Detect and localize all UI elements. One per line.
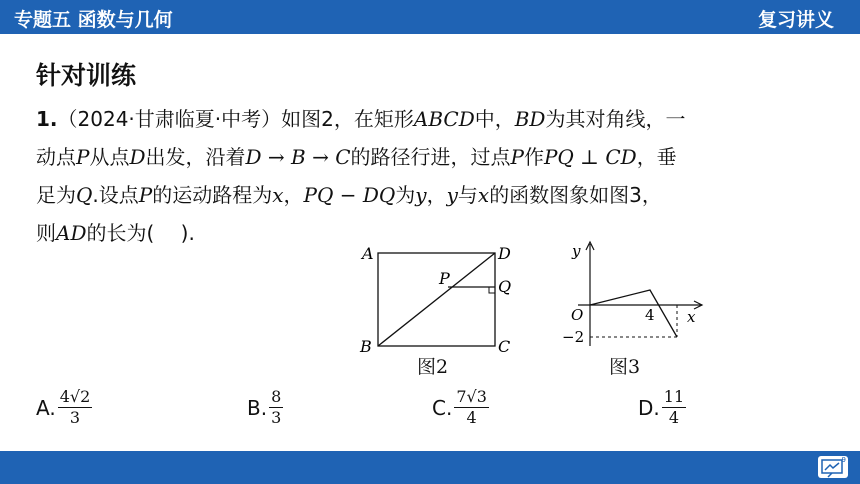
text-fragment: 的运动路程为 bbox=[152, 183, 273, 207]
page-indicator[interactable] bbox=[818, 456, 848, 478]
section-title: 针对训练 bbox=[36, 61, 137, 90]
header-title: 专题五 函数与几何 bbox=[14, 9, 173, 31]
header-bar bbox=[0, 0, 860, 34]
question-number: 1. bbox=[36, 107, 58, 131]
option-fraction bbox=[662, 387, 686, 428]
denominator: 3 bbox=[271, 408, 282, 427]
math-p: P bbox=[510, 145, 524, 169]
math-ad: AD bbox=[56, 221, 87, 245]
denominator: 4 bbox=[668, 408, 680, 427]
text-fragment: 的函数图象如图3， bbox=[489, 183, 662, 207]
math-y: y bbox=[446, 183, 458, 207]
option-b[interactable] bbox=[247, 387, 283, 428]
denominator: 3 bbox=[69, 408, 81, 427]
label-c: C bbox=[498, 337, 511, 355]
math-y: y bbox=[415, 183, 427, 207]
figure-2-caption: 图2 bbox=[417, 356, 449, 378]
text-fragment: 足为 bbox=[36, 183, 76, 207]
label-x: x bbox=[687, 308, 696, 326]
text-fragment: 为其对角线，一 bbox=[545, 107, 686, 131]
denominator: 4 bbox=[466, 408, 477, 427]
math-bd: BD bbox=[514, 107, 546, 131]
text-fragment: 如图2，在矩形 bbox=[281, 107, 414, 131]
math-x: x bbox=[477, 183, 490, 207]
question-text bbox=[36, 100, 836, 252]
text-fragment: 则 bbox=[36, 221, 56, 245]
label-b: B bbox=[360, 337, 372, 355]
math-d: D bbox=[129, 145, 146, 169]
page-number: 9 bbox=[841, 456, 846, 464]
option-fraction bbox=[454, 387, 489, 428]
label-q: Q bbox=[498, 277, 512, 296]
option-fraction bbox=[269, 387, 283, 428]
text-fragment: 出发，沿着 bbox=[145, 145, 246, 169]
option-letter: A. bbox=[36, 395, 56, 420]
math-expr: PQ − DQ bbox=[303, 183, 396, 207]
option-a[interactable] bbox=[36, 387, 92, 428]
function-curve bbox=[590, 290, 677, 337]
header-right-label: 复习讲义 bbox=[757, 9, 834, 31]
label-neg-two: −2 bbox=[562, 328, 585, 346]
text-fragment: 与 bbox=[457, 183, 478, 207]
math-p: P bbox=[138, 183, 153, 207]
option-letter: C. bbox=[432, 395, 453, 420]
numerator: 4√2 bbox=[59, 387, 91, 406]
text-fragment: 从点 bbox=[89, 145, 130, 169]
numerator: 7√3 bbox=[456, 387, 487, 406]
text-fragment: 作 bbox=[523, 145, 544, 169]
label-p: P bbox=[439, 269, 450, 288]
text-fragment: 动点 bbox=[36, 145, 76, 169]
option-fraction bbox=[58, 387, 93, 428]
figure-3-graph bbox=[560, 238, 710, 353]
math-q: Q bbox=[76, 183, 93, 207]
math-p: P bbox=[76, 145, 90, 169]
question-line-2 bbox=[36, 138, 836, 176]
option-d[interactable] bbox=[638, 387, 686, 428]
figure-2-rectangle bbox=[352, 240, 527, 355]
math-perp: PQ ⊥ CD bbox=[543, 145, 637, 169]
text-fragment: 为 bbox=[395, 183, 416, 207]
math-path: D → B → C bbox=[245, 145, 351, 169]
figure-3-caption: 图3 bbox=[609, 356, 641, 378]
option-letter: B. bbox=[247, 395, 268, 420]
numerator: 11 bbox=[663, 387, 685, 406]
text-fragment: 的长为( ). bbox=[86, 221, 195, 245]
option-letter: D. bbox=[638, 395, 660, 420]
footer-bar bbox=[0, 451, 860, 484]
label-origin: O bbox=[571, 306, 584, 324]
text-fragment: .设点 bbox=[92, 183, 139, 207]
option-c[interactable] bbox=[432, 387, 489, 428]
label-a: A bbox=[362, 244, 374, 263]
text-fragment: ，垂 bbox=[636, 145, 677, 169]
label-d: D bbox=[498, 244, 511, 263]
text-fragment: 中， bbox=[474, 107, 515, 131]
numerator: 8 bbox=[271, 387, 282, 406]
question-line-1 bbox=[36, 100, 836, 138]
diagonal-bd bbox=[378, 253, 495, 346]
text-fragment: ， bbox=[426, 183, 447, 207]
text-fragment: ， bbox=[283, 183, 304, 207]
math-x: x bbox=[272, 183, 284, 207]
text-fragment: 的路径行进，过点 bbox=[350, 145, 511, 169]
label-y: y bbox=[572, 242, 581, 260]
question-line-3 bbox=[36, 176, 836, 214]
label-four: 4 bbox=[645, 306, 655, 324]
right-angle-mark bbox=[489, 287, 495, 293]
math-abcd: ABCD bbox=[413, 107, 475, 131]
question-source: （2024·甘肃临夏·中考） bbox=[57, 107, 282, 131]
